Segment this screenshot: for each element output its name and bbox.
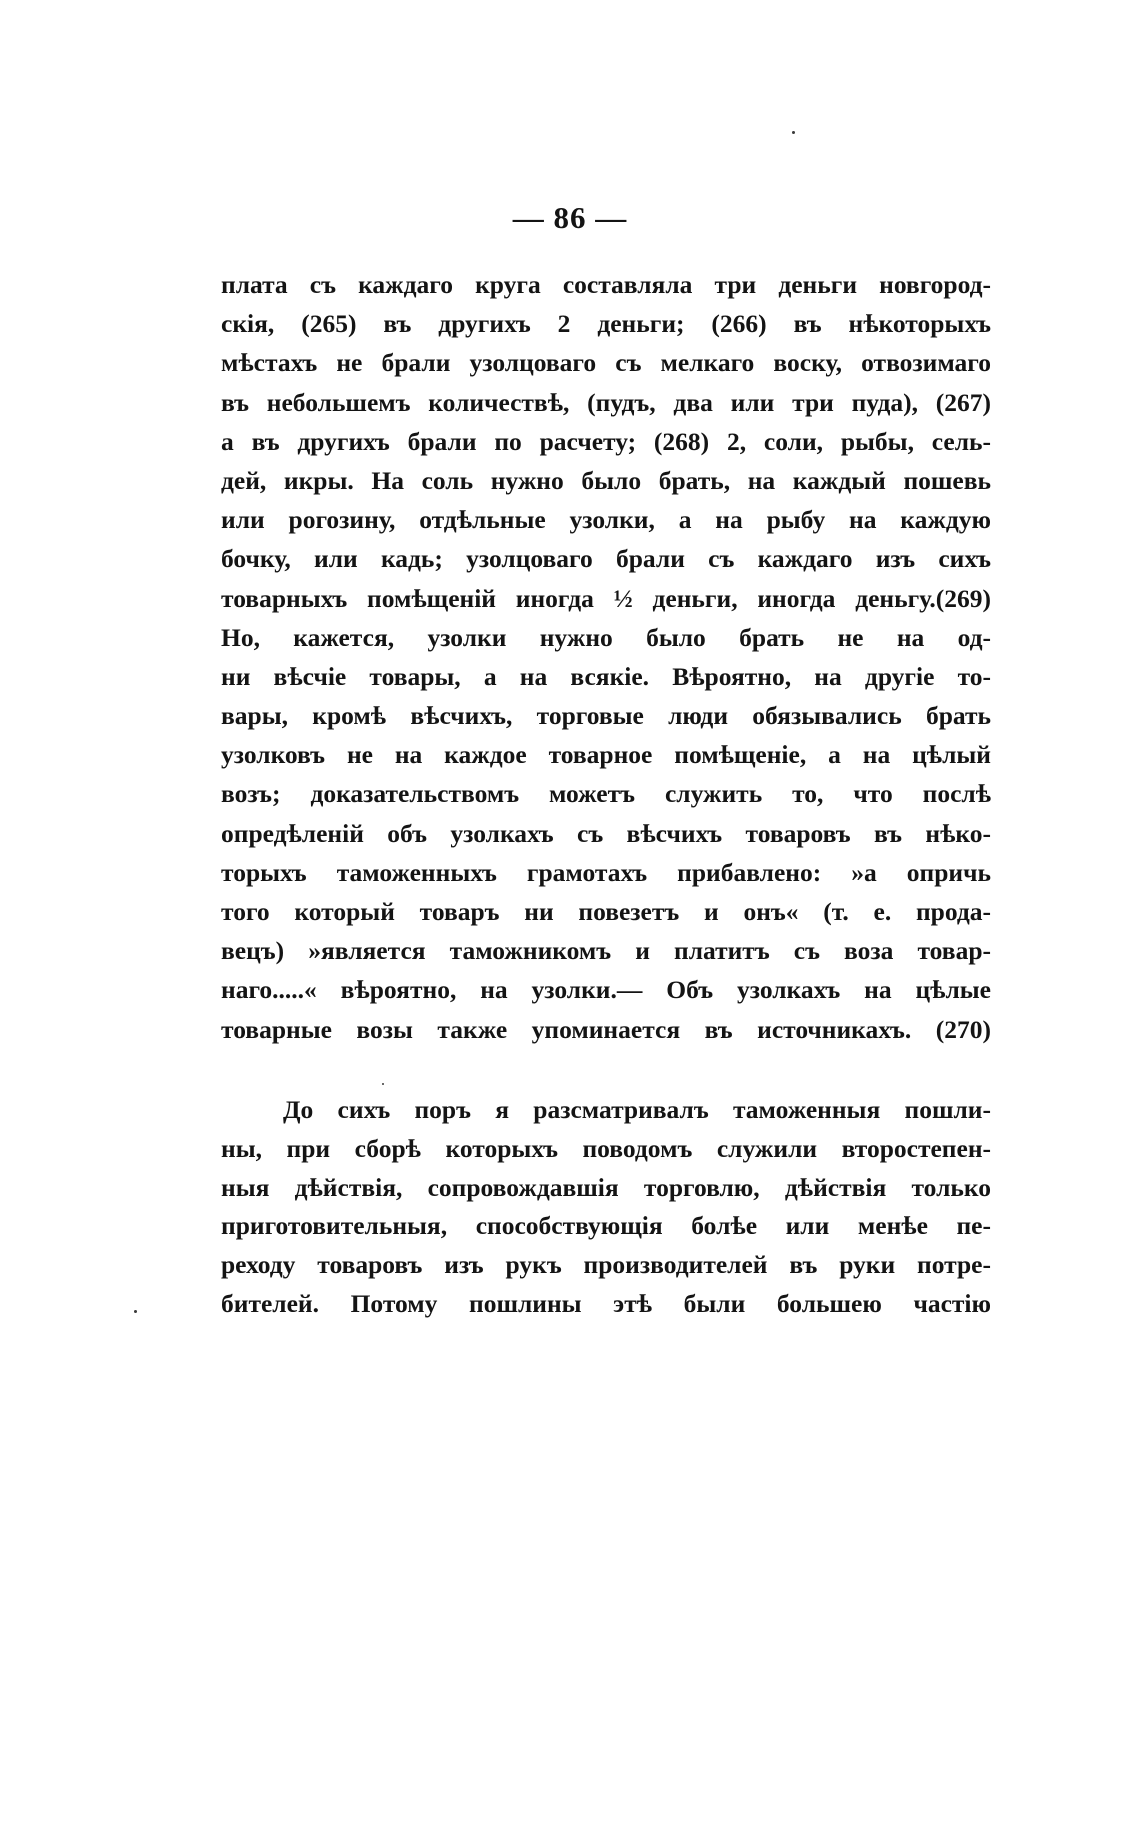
text-line: До сихъ поръ я разсматривалъ таможенныя пошли- <box>283 1095 991 1124</box>
text-line: того который товаръ ни повезетъ и онъ« (т. е. прода- <box>221 897 991 926</box>
text-line: вары, кромѣ вѣсчихъ, торговые люди обязывались брать <box>221 701 991 731</box>
text-line: реходу товаровъ изъ рукъ производителей въ руки потре- <box>221 1250 991 1280</box>
text-line: торыхъ таможенныхъ грамотахъ прибавлено: »а опричь <box>221 857 991 887</box>
page-number: — 86 — <box>512 200 628 235</box>
text-line: ни вѣсчіе товары, а на всякіе. Вѣроятно, на другіе то- <box>221 661 991 691</box>
text-line: приготовительныя, способствующія болѣе или менѣе пе- <box>221 1211 991 1241</box>
text-line: узолковъ не на каждое товарное помѣщеніе, а на цѣлый <box>221 740 991 770</box>
text-line: въ небольшемъ количествѣ, (пудъ, два или три пуда), (267) <box>221 387 991 417</box>
text-line: Но, кажется, узолки нужно было брать не на од- <box>221 622 991 652</box>
scan-speck <box>792 131 795 134</box>
paragraph-1 <box>221 265 991 1049</box>
text-line: бителей. Потому пошлины этѣ были большею частію <box>221 1288 991 1318</box>
text-line: или рогозину, отдѣльные узолки, а на рыбу на каждую <box>221 505 991 535</box>
text-line: товарныхъ помѣщеній иногда ½ деньги, иногда деньгу.(269) <box>221 583 991 613</box>
scan-speck <box>382 1083 384 1085</box>
text-line: бочку, или кадь; узолцоваго брали съ каждаго изъ сихъ <box>221 544 991 574</box>
text-line: плата съ каждаго круга составляла три деньги новгород- <box>221 270 991 299</box>
text-line: ныя дѣйствія, сопровождавшія торговлю, дѣйствія только <box>221 1172 991 1202</box>
text-line: ны, при сборѣ которыхъ поводомъ служили второстепен- <box>221 1133 991 1163</box>
text-line: товарные возы также упоминается въ источникахъ. (270) <box>221 1014 991 1044</box>
text-line: а въ другихъ брали по расчету; (268) 2, соли, рыбы, сель- <box>221 426 991 456</box>
text-line: вецъ) »является таможникомъ и платитъ съ воза товар- <box>221 936 991 966</box>
text-line: опредѣленій объ узолкахъ съ вѣсчихъ товаровъ въ нѣко- <box>221 818 991 848</box>
text-line: возъ; доказательствомъ можетъ служить то, что послѣ <box>221 779 991 809</box>
scan-speck <box>134 1310 137 1313</box>
text-line: скія, (265) въ другихъ 2 деньги; (266) въ нѣкоторыхъ <box>221 309 991 339</box>
text-line: мѣстахъ не брали узолцоваго съ мелкаго воску, отвозимаго <box>221 348 991 378</box>
paragraph-2 <box>221 1091 991 1324</box>
text-line: дей, икры. На соль нужно было брать, на каждый пошевь <box>221 465 991 495</box>
text-line: наго.....« вѣроятно, на узолки.— Объ узолкахъ на цѣлые <box>221 975 991 1005</box>
